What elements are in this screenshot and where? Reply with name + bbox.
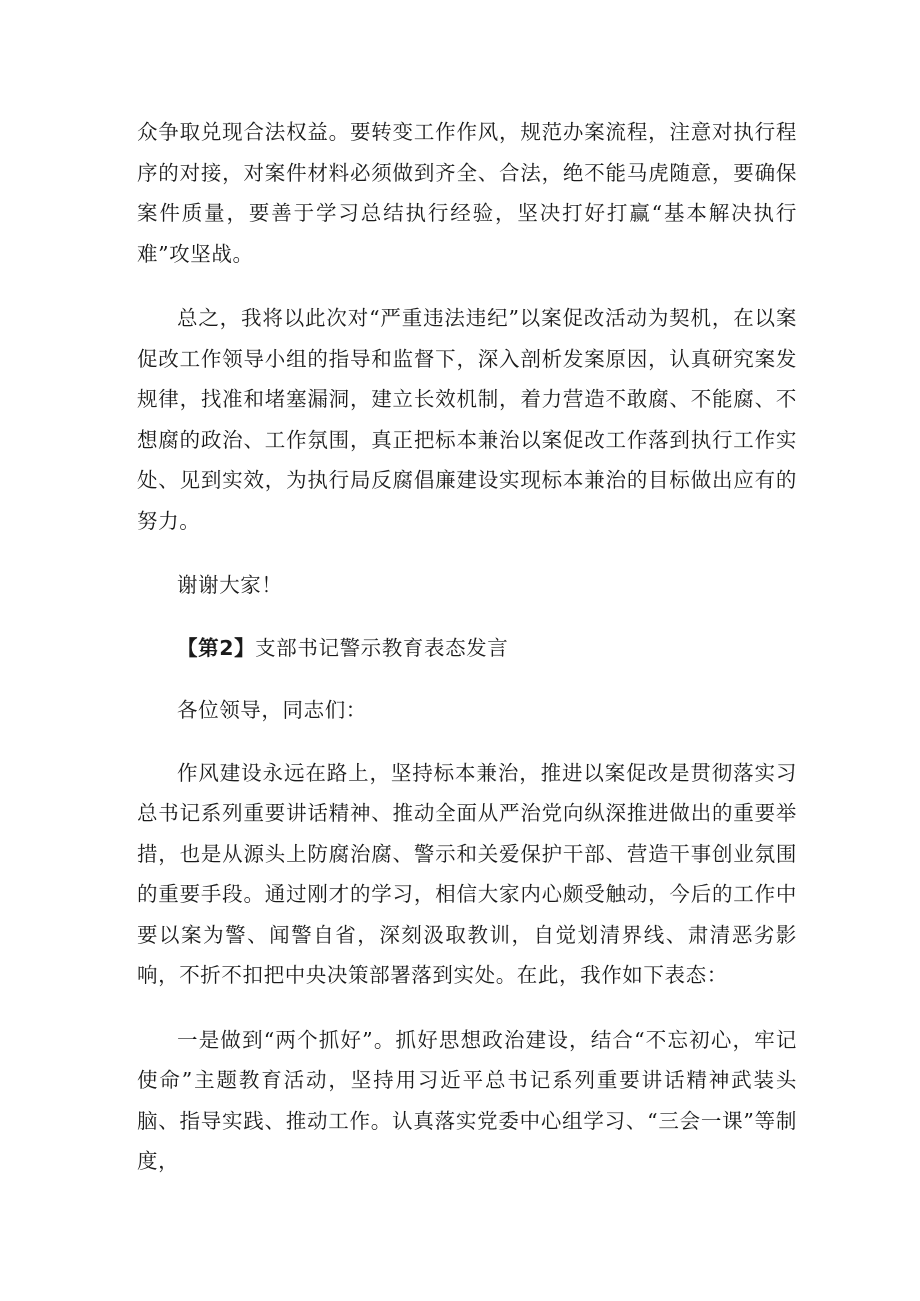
section-tag: 【第2】 [177,635,256,660]
document-body [137,112,797,1182]
salutation: 各位领导，同志们： [177,698,367,722]
paragraph-thanks: 谢谢大家！ [177,573,283,597]
paragraph-body-1: 作风建设永远在路上，坚持标本兼治，推进以案促改是贯彻落实习总书记系列重要讲话精神、推动全面从严治党向纵深推进做出的重要举措，也是从源头上防腐治腐、警示和关爱保护干部、营造干事创业氛围的重要手段。通过刚才的学习，相信大家内心颇受触动，今后的工作中要以案为警、闻警自省，深刻汲取教训，自觉划清界线、肃清恶劣影响，不折不扣把中央决策部署落到实处。在此，我作如下表态： [137,760,797,987]
paragraph-body-2: 一是做到“两个抓好”。抓好思想政治建设，结合“不忘初心，牢记使命”主题教育活动，坚持用习近平总书记系列重要讲话精神武装头脑、指导实践、推动工作。认真落实党委中心组学习、“三会一课”等制度， [137,1027,797,1173]
section-title: 支部书记警示教育表态发言 [255,635,509,660]
paragraph-continuation: 众争取兑现合法权益。要转变工作作风，规范办案流程，注意对执行程序的对接，对案件材料必须做到齐全、合法，绝不能马虎随意，要确保案件质量，要善于学习总结执行经验，坚决打好打赢“基本解决执行难”攻坚战。 [137,120,797,266]
section-heading [137,628,797,669]
paragraph-conclusion: 总之，我将以此次对“严重违法违纪”以案促改活动为契机，在以案促改工作领导小组的指导和监督下，深入剖析发案原因，认真研究案发规律，找准和堵塞漏洞，建立长效机制，着力营造不敢腐、不能腐、不想腐的政治、工作氛围，真正把标本兼治以案促改工作落到执行工作实处、见到实效，为执行局反腐倡廉建设实现标本兼治的目标做出应有的努力。 [137,306,797,533]
